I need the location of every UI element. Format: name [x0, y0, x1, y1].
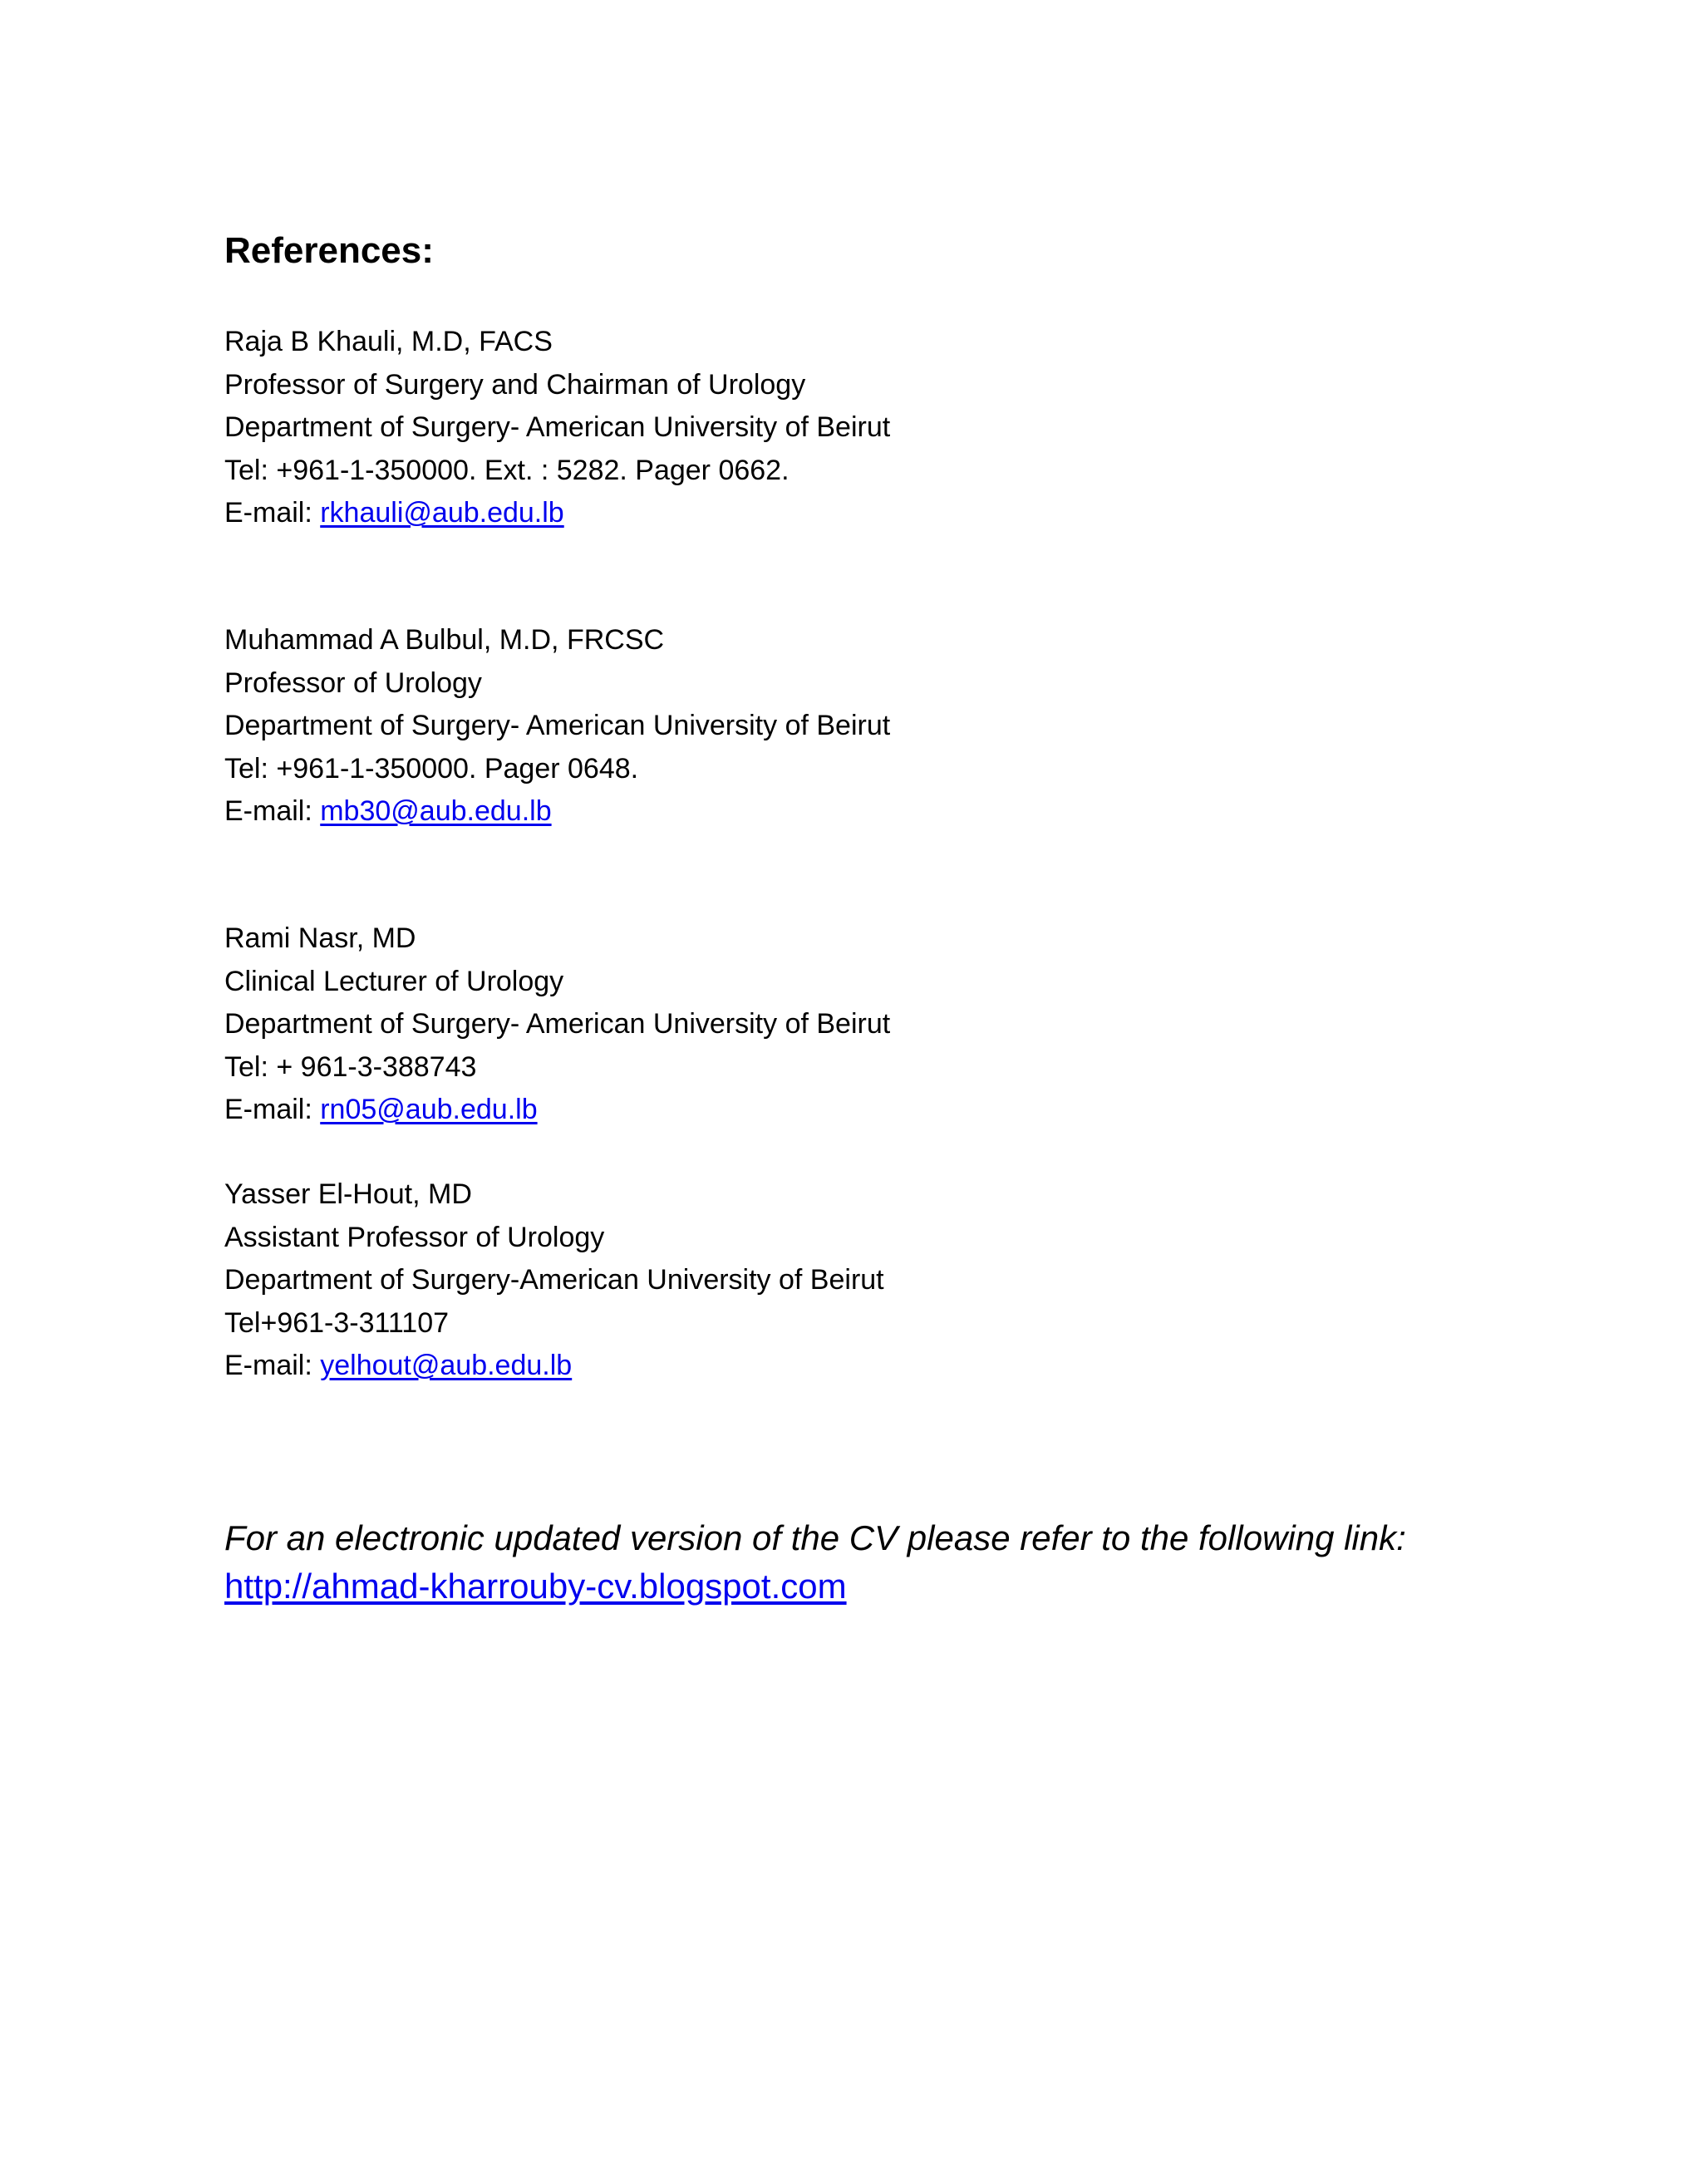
reference-department: Department of Surgery- American University of Beirut — [224, 411, 891, 443]
reference-tel: Tel: +961-1-350000. Ext. : 5282. Pager 0662. — [224, 454, 790, 486]
reference-tel: Tel+961-3-311107 — [224, 1306, 450, 1339]
email-label: E-mail: — [224, 1350, 321, 1381]
cv-link-note: For an electronic updated version of the CV please refer to the following link: — [224, 1518, 1406, 1557]
reference-department: Department of Surgery- American University of Beirut — [224, 710, 891, 741]
reference-entry-bulbul — [224, 619, 890, 834]
email-link[interactable]: rkhauli@aub.edu.lb — [320, 497, 564, 529]
email-link[interactable]: yelhout@aub.edu.lb — [320, 1350, 573, 1381]
reference-entry-khauli — [224, 321, 890, 535]
reference-name: Muhammad A Bulbul, M.D, FRCSC — [224, 624, 665, 656]
reference-tel: Tel: +961-1-350000. Pager 0648. — [224, 752, 639, 785]
reference-email-line — [224, 1089, 890, 1132]
email-link[interactable]: rn05@aub.edu.lb — [320, 1094, 538, 1125]
reference-name: Rami Nasr, MD — [224, 922, 416, 954]
reference-department: Department of Surgery-American University of Beirut — [224, 1264, 884, 1296]
reference-title: Professor of Surgery and Chairman of Urology — [224, 368, 806, 401]
page-title: References: — [224, 230, 434, 271]
reference-email-line — [224, 790, 890, 834]
reference-name: Yasser El-Hout, MD — [224, 1178, 472, 1210]
email-label: E-mail: — [224, 1094, 321, 1125]
email-link[interactable]: mb30@aub.edu.lb — [320, 795, 552, 827]
email-label: E-mail: — [224, 497, 321, 529]
reference-title: Professor of Urology — [224, 667, 482, 699]
reference-name: Raja B Khauli, M.D, FACS — [224, 326, 553, 357]
cv-link-section — [224, 1514, 1637, 1611]
email-label: E-mail: — [224, 795, 321, 827]
reference-department: Department of Surgery- American University of Beirut — [224, 1008, 891, 1040]
reference-title: Clinical Lecturer of Urology — [224, 965, 564, 997]
reference-email-line — [224, 492, 890, 535]
reference-email-line — [224, 1345, 884, 1388]
cv-blog-link[interactable]: http://ahmad-kharrouby-cv.blogspot.com — [224, 1567, 847, 1606]
reference-entry-el-hout — [224, 1173, 884, 1388]
reference-entry-nasr — [224, 917, 890, 1132]
reference-title: Assistant Professor of Urology — [224, 1221, 605, 1253]
reference-tel: Tel: + 961-3-388743 — [224, 1050, 477, 1083]
